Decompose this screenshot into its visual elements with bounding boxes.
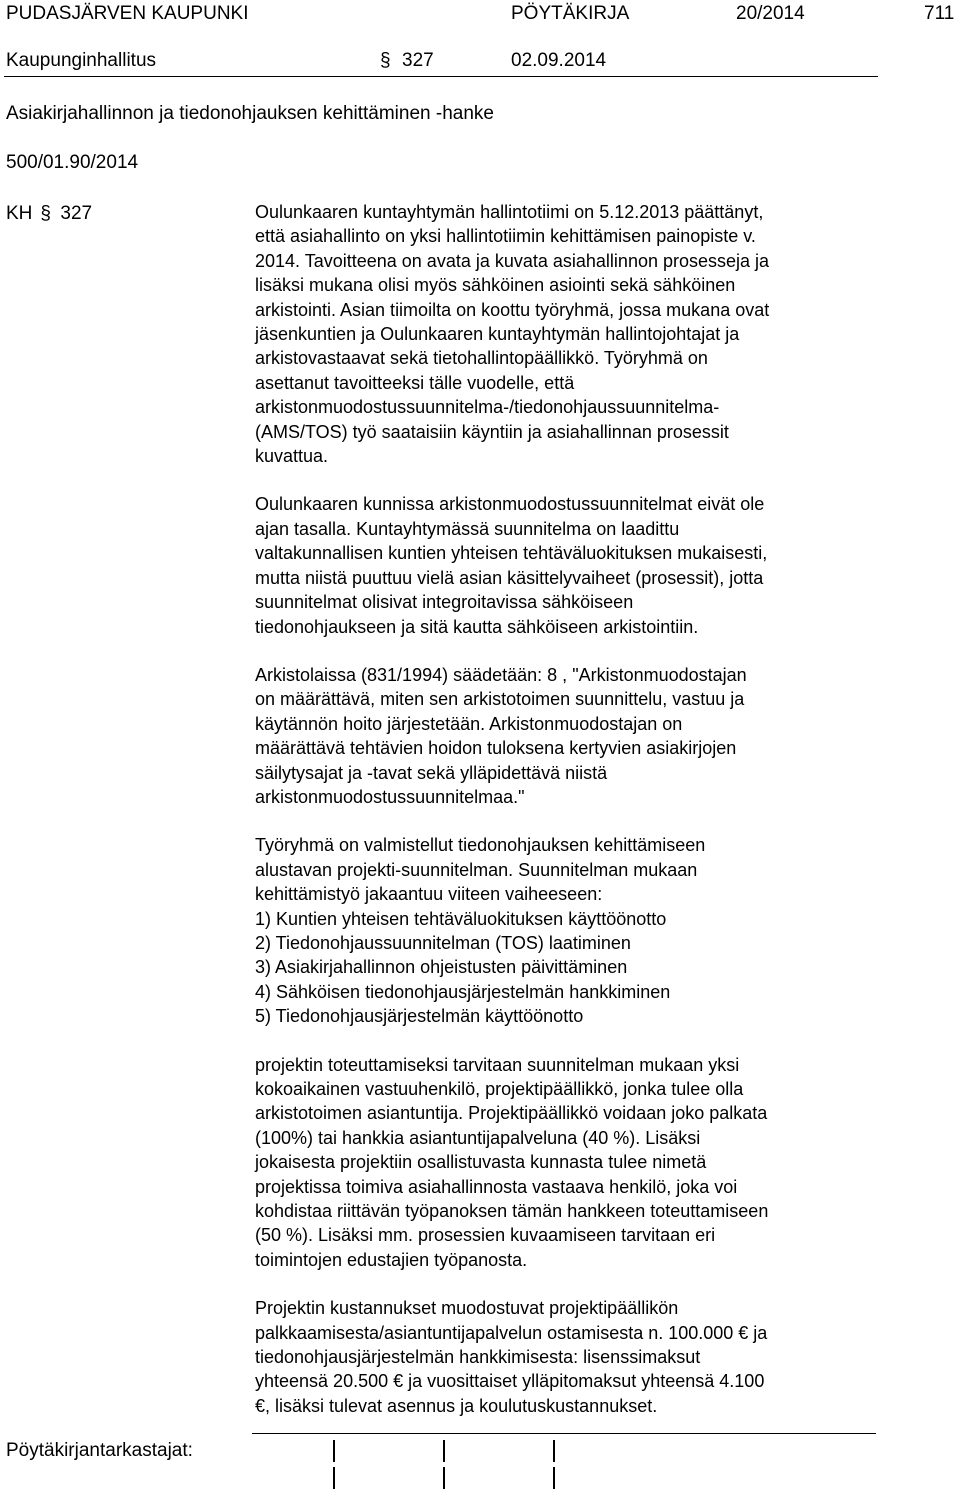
text-line: (50 %). Lisäksi mm. prosessien kuvaamiseen tarvitaan eri (255, 1225, 716, 1246)
text-line: projektissa toimiva asiahallinnosta vastaava henkilö, joka voi (255, 1176, 738, 1197)
signature-separator (333, 1440, 335, 1462)
text-line: Oulunkaaren kuntayhtymän hallintotiimi on 5.12.2013 päättänyt, (255, 202, 764, 222)
text-line: arkistonmuodostussuunnitelmaa." (255, 786, 525, 807)
text-line: suunnitelmat olisivat integroitavissa sähköiseen (255, 592, 634, 613)
decision-body (255, 200, 945, 1442)
diary-number: 500/01.90/2014 (6, 152, 139, 173)
text-line: projektin toteuttamiseksi tarvitaan suunnitelman mukaan yksi (255, 1054, 740, 1075)
paragraph (255, 663, 945, 809)
text-line: arkistotoimen asiantuntija. Projektipäällikkö voidaan joko palkata (255, 1103, 768, 1124)
topic-title: Asiakirjahallinnon ja tiedonohjauksen kehittäminen -hanke (6, 103, 494, 124)
kh-section-symbol: § (40, 203, 51, 224)
text-line: ajan tasalla. Kuntayhtymässä suunnitelma on laadittu (255, 518, 680, 539)
text-line: (100%) tai hankkia asiantuntijapalveluna (40 %). Lisäksi (255, 1127, 701, 1148)
page-number: 711 (924, 3, 955, 24)
text-line: mutta niistä puuttuu vielä asian käsittelyvaiheet (prosessit), jotta (255, 567, 764, 588)
text-line: asettanut tavoitteeksi tälle vuodelle, että (255, 372, 575, 393)
document-number: 20/2014 (736, 3, 805, 24)
text-line: (AMS/TOS) työ saataisiin käyntiin ja asiahallinnan prosessit (255, 421, 729, 442)
text-line: kohdistaa riittävän työpanoksen tämän hankkeen toteuttamiseen (255, 1201, 769, 1222)
text-line: säilytysajat ja -tavat sekä ylläpidettävä niistä (255, 762, 608, 783)
governing-body: Kaupunginhallitus (6, 50, 157, 71)
text-line: Oulunkaaren kunnissa arkistonmuodostussuunnitelmat eivät ole (255, 494, 765, 515)
text-line: arkistointi. Asian tiimoilta on koottu työryhmä, jossa mukana ovat (255, 299, 770, 320)
paragraph (255, 833, 945, 1028)
list-item: 2) Tiedonohjaussuunnitelman (TOS) laatiminen (255, 932, 631, 953)
signature-separator (443, 1440, 445, 1462)
signature-separator (553, 1440, 555, 1462)
paragraph (255, 1053, 945, 1273)
section-number: 327 (402, 50, 434, 71)
text-line: kehittämistyö jakaantuu viiteen vaiheeseen: (255, 884, 603, 905)
text-line: tiedonohjausjärjestelmän hankkimisesta: lisenssimaksut (255, 1347, 701, 1368)
text-line: yhteensä 20.500 € ja vuosittaiset ylläpitomaksut yhteensä 4.100 (255, 1371, 765, 1392)
paragraph (255, 492, 945, 638)
text-line: palkkaamisesta/asiantuntijapalvelun ostamisesta n. 100.000 € ja (255, 1322, 768, 1343)
signature-separator (443, 1467, 445, 1489)
text-line: Arkistolaissa (831/1994) säädetään: 8 , "Arkistonmuodostajan (255, 664, 747, 685)
text-line: alustavan projekti-suunnitelman. Suunnitelman mukaan (255, 859, 698, 880)
header-divider (4, 76, 878, 77)
text-line: jokaisesta projektiin osallistuvasta kunnasta tulee nimetä (255, 1152, 707, 1173)
text-line: €, lisäksi tulevat asennus ja koulutuskustannukset. (255, 1395, 658, 1416)
text-line: määrättävä tehtävien hoidon tuloksena kertyvien asiakirjojen (255, 738, 737, 759)
list-item: 3) Asiakirjahallinnon ohjeistusten päivittäminen (255, 957, 628, 978)
signature-separator (553, 1467, 555, 1489)
footer-divider (252, 1433, 876, 1434)
meeting-date: 02.09.2014 (511, 50, 607, 71)
text-line: että asiahallinto on yksi hallintotiimin kehittämisen painopiste v. (255, 226, 756, 247)
section-symbol: § (380, 50, 391, 71)
list-item: 5) Tiedonohjausjärjestelmän käyttöönotto (255, 1006, 584, 1027)
municipality-name: PUDASJÄRVEN KAUPUNKI (6, 3, 249, 24)
text-line: 2014. Tavoitteena on avata ja kuvata asiahallinnon prosesseja ja (255, 250, 770, 271)
text-line: tiedonohjaukseen ja sitä kautta sähköiseen arkistointiin. (255, 616, 699, 637)
paragraph (255, 1296, 945, 1418)
signature-separator (333, 1467, 335, 1489)
text-line: arkistonmuodostussuunnitelma-/tiedonohjaussuunnitelma- (255, 397, 720, 418)
paragraph (255, 200, 945, 468)
text-line: lisäksi mukana olisi myös sähköinen asiointi sekä sähköinen (255, 275, 736, 296)
reviewers-label: Pöytäkirjantarkastajat: (6, 1440, 193, 1461)
kh-number: 327 (60, 203, 93, 224)
text-line: valtakunnallisen kuntien yhteisen tehtäväluokituksen mukaisesti, (255, 543, 768, 564)
text-line: kokoaikainen vastuuhenkilö, projektipäällikkö, jonka tulee olla (255, 1079, 744, 1099)
text-line: kuvattua. (255, 446, 329, 467)
text-line: on määrättävä, miten sen arkistotoimen suunnittelu, vastuu ja (255, 689, 745, 710)
list-item: 1) Kuntien yhteisen tehtäväluokituksen käyttöönotto (255, 908, 667, 929)
text-line: Työryhmä on valmistellut tiedonohjauksen kehittämiseen (255, 835, 706, 856)
text-line: käytännön hoito järjestetään. Arkistonmuodostajan on (255, 713, 683, 734)
text-line: Projektin kustannukset muodostuvat projektipäällikön (255, 1298, 679, 1319)
text-line: toimintojen edustajien työpanosta. (255, 1249, 528, 1270)
kh-reference (6, 203, 92, 225)
list-item: 4) Sähköisen tiedonohjausjärjestelmän hankkiminen (255, 981, 671, 1002)
text-line: arkistovastaavat sekä tietohallintopäällikkö. Työryhmä on (255, 348, 708, 369)
text-line: jäsenkuntien ja Oulunkaaren kuntayhtymän hallintojohtajat ja (255, 324, 740, 345)
document-type: PÖYTÄKIRJA (511, 3, 630, 24)
kh-label: KH (6, 203, 33, 224)
